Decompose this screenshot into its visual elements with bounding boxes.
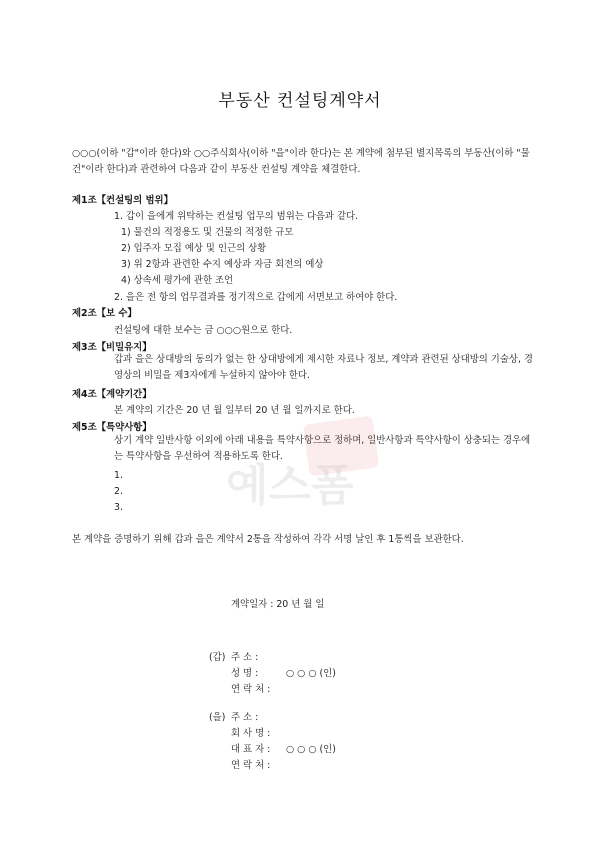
article1-item2: 2. 을은 전 항의 업무결과를 정기적으로 갑에게 서면보고 하여야 한다.	[114, 292, 398, 303]
article5-text: 상기 계약 일반사항 이외에 아래 내용을 특약사항으로 정하며, 일반사항과 특약사항이 상충되는 경우에는 특약사항을 우선하여 적용하도록 한다.	[114, 435, 531, 462]
article4-text: 본 계약의 기간은 20 년 월 일부터 20 년 월 일까지로 한다.	[114, 405, 355, 416]
article1-sub4: 4) 상속세 평가에 관한 조언	[121, 275, 234, 286]
party-b-rep-value: ○ ○ ○ (인)	[286, 744, 336, 755]
party-a-address-label: 주 소 :	[231, 652, 259, 663]
party-b-company-label: 회 사 명 :	[231, 728, 271, 739]
article1-sub3: 3) 위 2항과 관련한 수지 예상과 자금 회전의 예상	[121, 259, 324, 270]
article3-heading: 제3조【비밀유지】	[72, 342, 152, 353]
party-b-address-label: 주 소 :	[231, 712, 259, 723]
article5-item: 2.	[114, 486, 123, 497]
article1-heading: 제1조【컨설팅의 범위】	[72, 195, 173, 206]
party-a-contact-label: 연 락 처 :	[231, 684, 271, 695]
watermark-logo	[218, 414, 388, 514]
contract-date: 계약일자 : 20 년 월 일	[231, 599, 325, 610]
watermark-text: 예스폼	[226, 460, 354, 511]
party-b-marker: (을)	[209, 712, 226, 723]
article1-sub1: 1) 물건의 적정용도 및 건물의 적정한 규모	[121, 227, 294, 238]
article5-item: 3.	[114, 502, 123, 513]
closing-paragraph: 본 계약을 증명하기 위해 갑과 을은 계약서 2통을 작성하여 각각 서명 날인 후 1통씩을 보관한다.	[72, 534, 464, 545]
intro-paragraph: ○○○(이하 "갑"이라 한다)와 ○○주식회사(이하 "을"이라 한다)는 본 계약에 첨부된 별지목록의 부동산(이하 "물건"이라 한다)과 관련하여 다음과 같이 부동산 컨설팅 계약을 체결한다.	[72, 148, 530, 175]
article2-heading: 제2조【보 수】	[72, 308, 137, 319]
article1-sub2: 2) 입주자 모집 예상 및 인근의 상황	[121, 243, 267, 254]
document-title: 부동산 컨설팅계약서	[218, 91, 382, 111]
party-a-name-label: 성 명 :	[231, 668, 259, 679]
article1-item1: 1. 갑이 을에게 위탁하는 컨설팅 업무의 범위는 다음과 같다.	[114, 211, 359, 222]
article5-item: 1.	[114, 470, 123, 481]
party-b-rep-label: 대 표 자 :	[231, 744, 271, 755]
party-a-marker: (갑)	[209, 652, 226, 663]
article5-heading: 제5조【특약사항】	[72, 422, 152, 433]
party-b-contact-label: 연 락 처 :	[231, 760, 271, 771]
article3-text: 갑과 을은 상대방의 동의가 없는 한 상대방에게 제시한 자료나 정보, 계약과 관련된 상대방의 기술상, 경영상의 비밀을 제3자에게 누설하지 않아야 한다.	[114, 354, 533, 381]
article4-heading: 제4조【계약기간】	[72, 389, 152, 400]
article2-text: 컨설팅에 대한 보수는 금 ○○○원으로 한다.	[114, 325, 293, 336]
party-a-name-value: ○ ○ ○ (인)	[286, 668, 336, 679]
